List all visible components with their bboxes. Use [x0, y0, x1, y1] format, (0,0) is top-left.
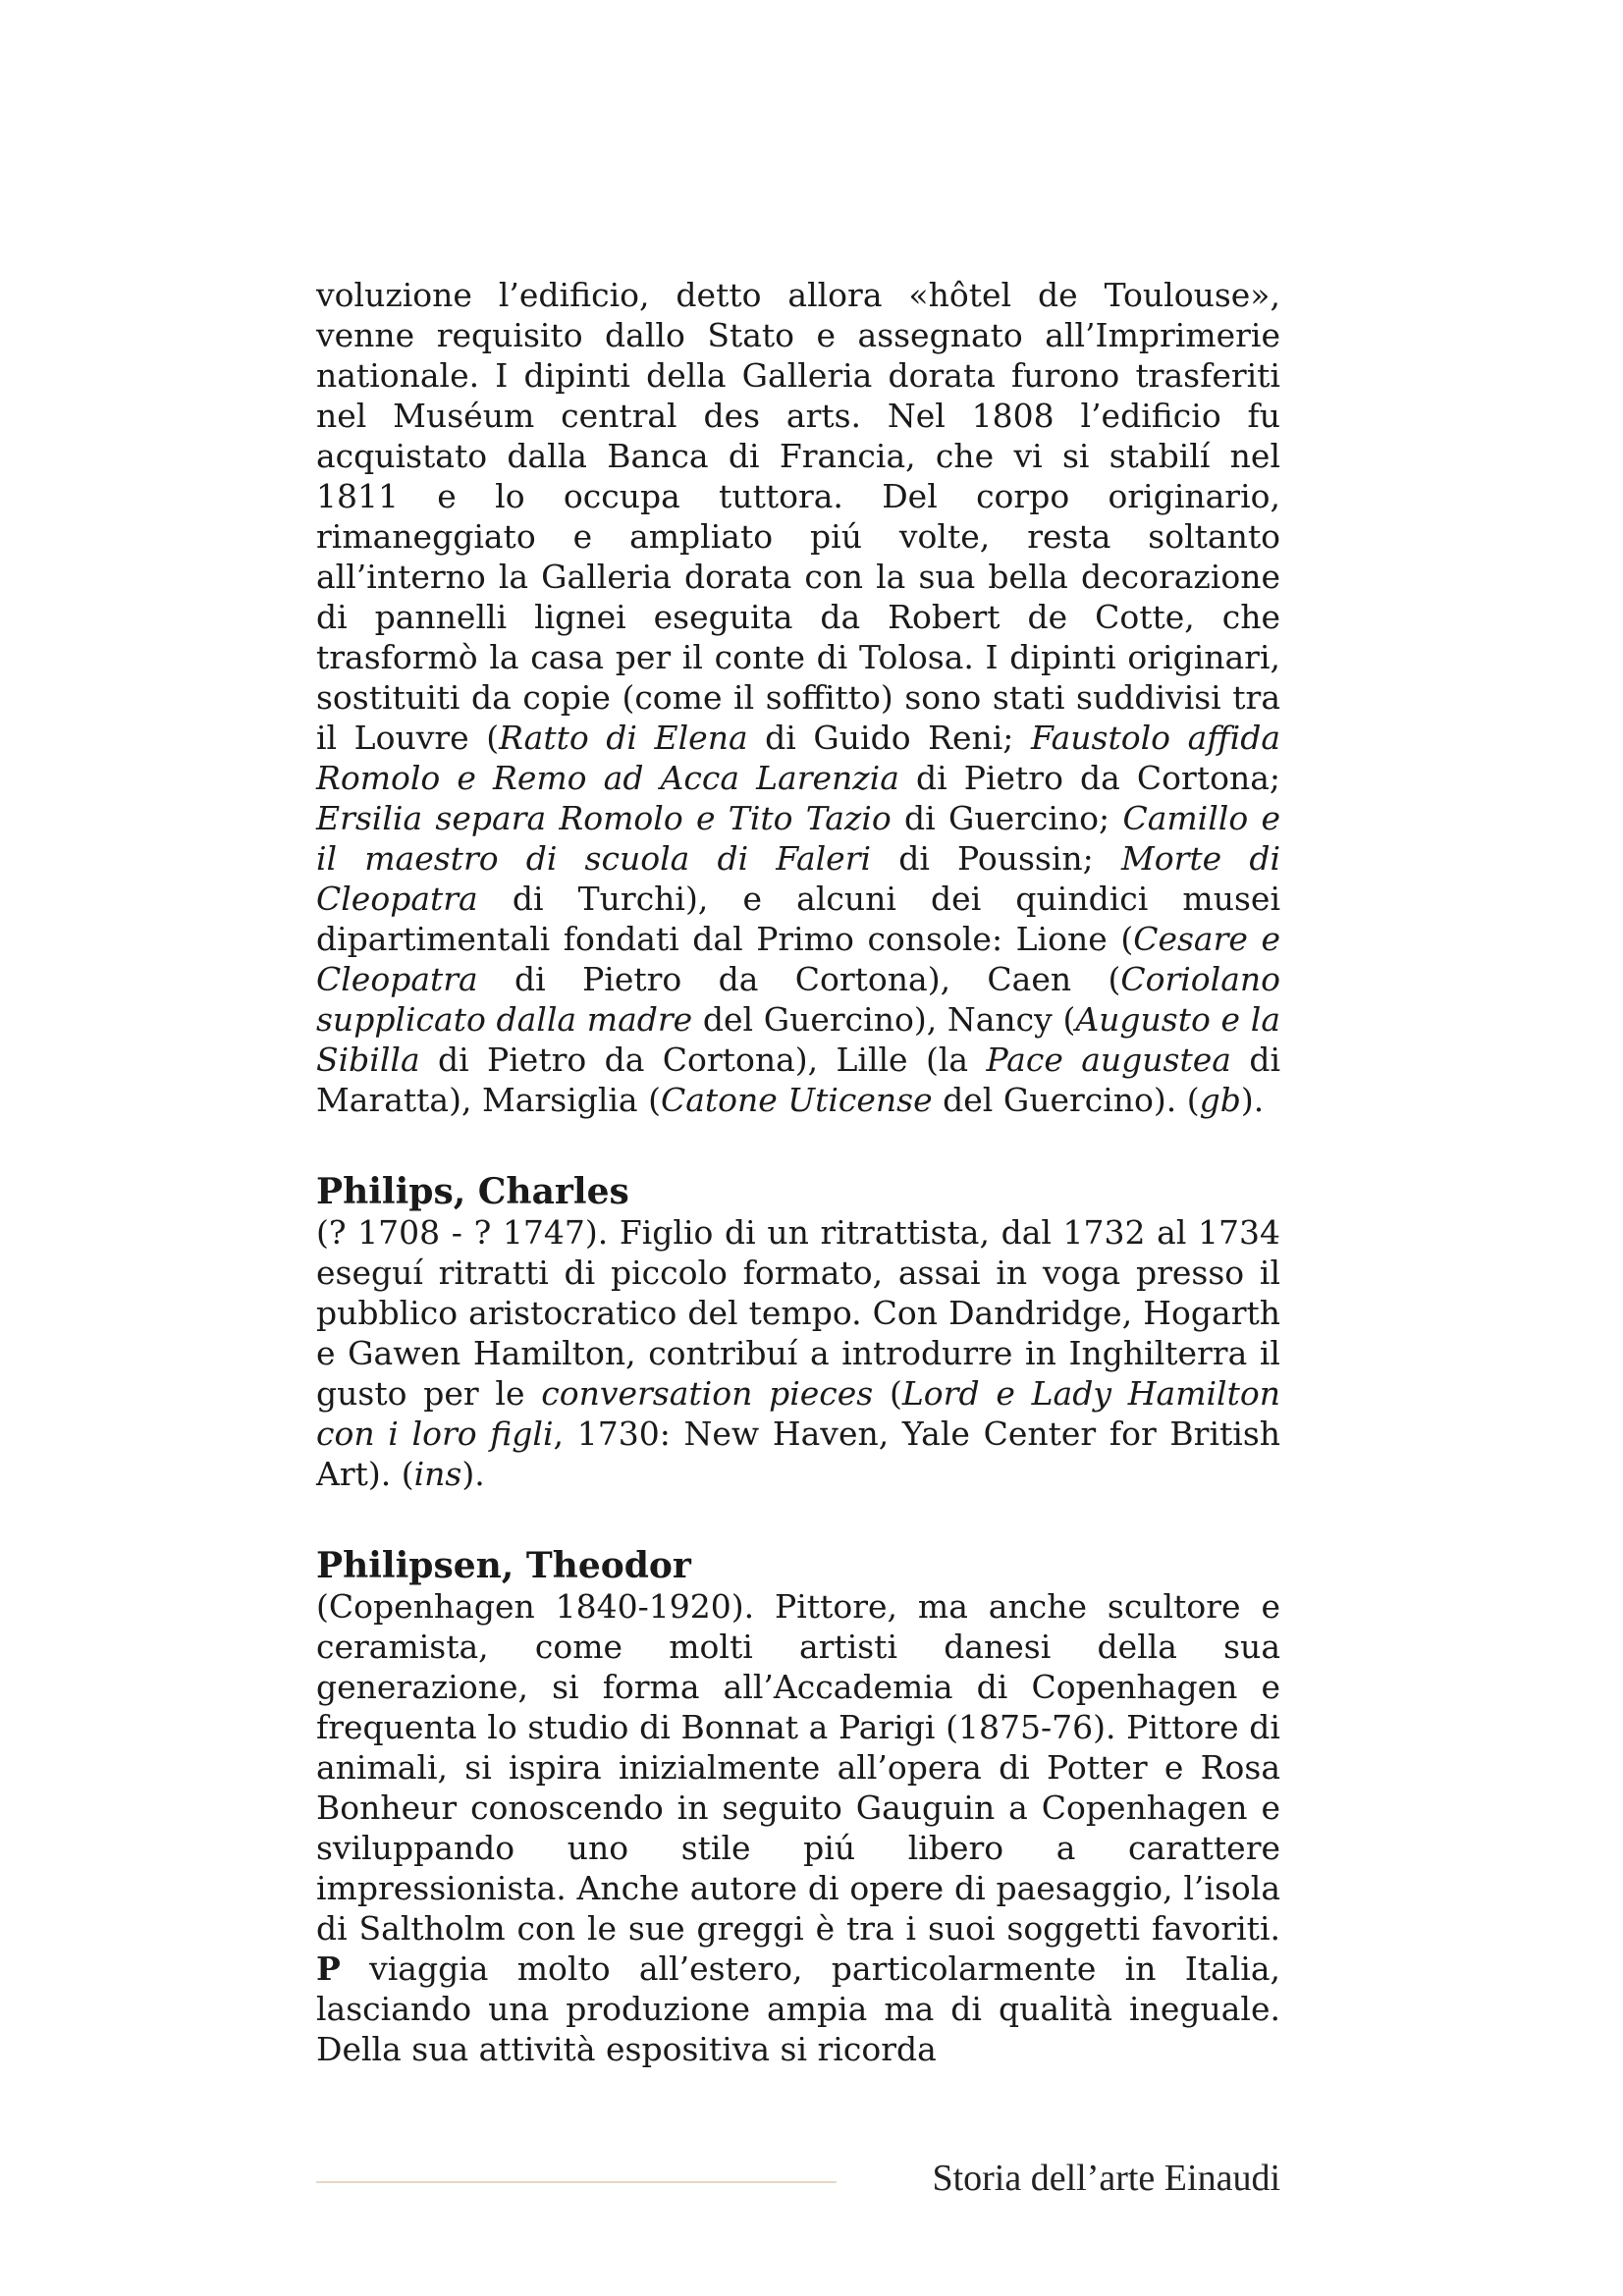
text-run: di Pietro da Cortona), Lille (la	[419, 1041, 987, 1079]
italic-run: Faustolo affida Romolo e Remo ad Acca Larenzia	[316, 719, 1280, 797]
text-run: di Maratta), Marsiglia (	[316, 1041, 1281, 1119]
text-run: voluzione l’edificio, detto allora «hôtel de Toulouse», venne requisito dallo Stato e assegnato all’Imprimerie nationale. I dipinti della Galleria dorata furono trasferiti nel Muséum central des arts. Nel 1808 l’edificio fu acquistato dalla Banca di Francia, che vi si stabilí nel 1811 e lo occupa tuttora. Del corpo originario, rimaneggiato e ampliato piú volte, resta soltanto all’interno la Galleria dorata con la sua bella decorazione di pannelli lignei eseguita da Robert de Cotte, che trasformò la casa per il conte di Tolosa. I dipinti originari, sostituiti da copie (come il soffitto) sono stati suddivisi tra il Louvre (	[316, 276, 1280, 757]
text-run: (Copenhagen 1840-1920). Pittore, ma anche scultore e ceramista, come molti artisti danesi della sua generazione, si forma all’Accademia di Copenhagen e frequenta lo studio di Bonnat a Parigi (1875-76). Pittore di animali, si ispira inizialmente all’opera di Potter e Rosa Bonheur conoscendo in seguito Gauguin a Copenhagen e sviluppando uno stile piú libero a carattere impressionista. Anche autore di opere di paesaggio, l’isola di Saltholm con le sue greggi è tra i suoi soggetti favoriti.	[316, 1587, 1280, 1948]
italic-run: Lord e Lady Hamilton con i loro figli	[316, 1374, 1280, 1453]
italic-run: gb	[1199, 1081, 1241, 1119]
italic-run: ins	[413, 1455, 462, 1493]
text-run: , 1730: New Haven, Yale Center for British Art). (	[316, 1415, 1281, 1493]
italic-run: Cesare e Cleopatra	[316, 920, 1280, 998]
italic-run: conversation pieces	[541, 1374, 874, 1413]
entry-title-philipsen-theodor: Philipsen, Theodor	[316, 1545, 691, 1586]
text-run: del Guercino). (	[932, 1081, 1200, 1119]
text-run: (? 1708 - ? 1747). Figlio di un ritrattista, dal 1732 al 1734 eseguí ritratti di piccolo formato, assai in voga presso il pubblico aristocratico del tempo. Con Dandridge, Hogarth e Gawen Hamilton, contribuí a introdurre in Inghilterra il gusto per le	[316, 1213, 1280, 1413]
text-run: di Poussin;	[871, 839, 1121, 878]
footer-rule	[316, 2181, 837, 2183]
footer-title: Storia dell’arte Einaudi	[932, 2158, 1280, 2199]
text-run: di Guercino;	[891, 799, 1123, 837]
text-run: di Guido Reni;	[747, 719, 1031, 757]
text-run: di Pietro da Cortona;	[898, 759, 1280, 797]
italic-run: Morte di Cleopatra	[316, 839, 1280, 918]
entry-title-philips-charles: Philips, Charles	[316, 1171, 629, 1212]
italic-run: Coriolano supplicato dalla madre	[316, 960, 1280, 1039]
text-run: (	[873, 1374, 902, 1413]
intro-paragraph	[316, 275, 1280, 1120]
italic-run: Catone Uticense	[660, 1081, 933, 1119]
text-run: del Guercino), Nancy (	[692, 1000, 1076, 1039]
entry-body-philips-charles	[316, 1212, 1280, 1494]
page-footer	[316, 2156, 1280, 2201]
page-body	[316, 275, 1280, 2069]
bold-run: P	[316, 1949, 341, 1988]
italic-run: Ratto di Elena	[499, 719, 748, 757]
text-run: viaggia molto all’estero, particolarmente in Italia, lasciando una produzione ampia ma di qualità ineguale. Della sua attività espositiva si ricorda	[316, 1949, 1280, 2068]
text-run: ).	[461, 1455, 485, 1493]
text-run: ).	[1240, 1081, 1265, 1119]
entry-body-philipsen-theodor	[316, 1586, 1280, 2069]
text-run: di Turchi), e alcuni dei quindici musei dipartimentali fondati dal Primo console: Lione (	[316, 880, 1280, 958]
italic-run: Augusto e la Sibilla	[316, 1000, 1280, 1079]
italic-run: Camillo e il maestro di scuola di Faleri	[316, 799, 1281, 878]
italic-run: Pace augustea	[986, 1041, 1231, 1079]
italic-run: Ersilia separa Romolo e Tito Tazio	[316, 799, 892, 837]
text-run: di Pietro da Cortona), Caen (	[477, 960, 1121, 998]
